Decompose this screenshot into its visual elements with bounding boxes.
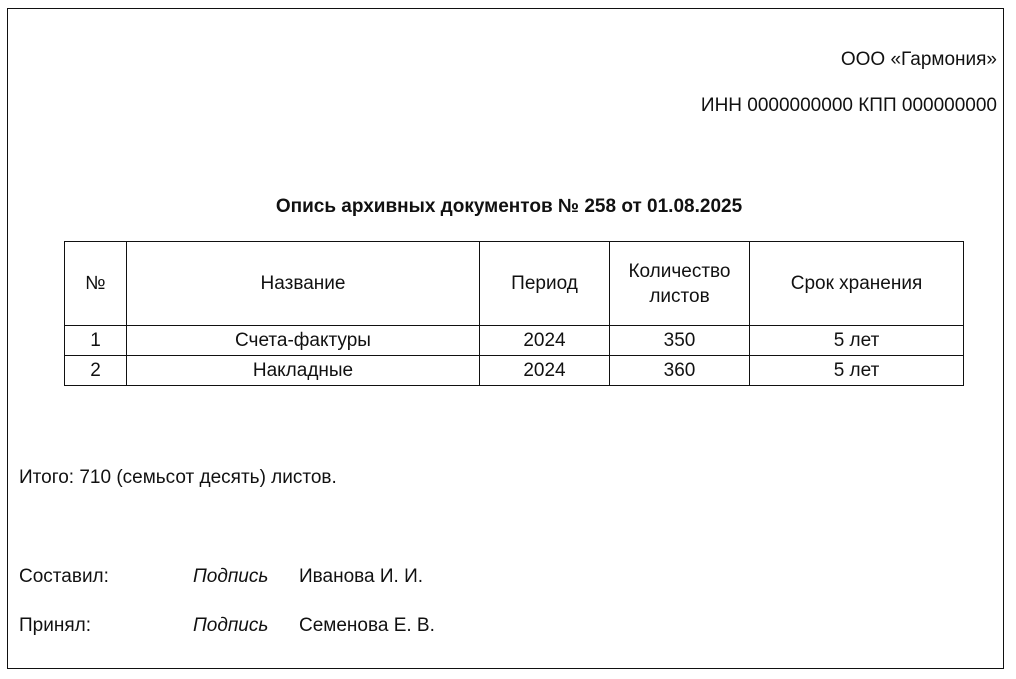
cell-sheet-count: 350	[610, 326, 750, 356]
document-page	[7, 8, 1004, 669]
column-header-name: Название	[127, 242, 480, 326]
table-row	[65, 326, 964, 356]
column-header-number: №	[65, 242, 127, 326]
table-row	[65, 356, 964, 386]
cell-number: 2	[65, 356, 127, 386]
document-title: Опись архивных документов № 258 от 01.08.2025	[275, 196, 743, 217]
cell-sheet-count: 360	[610, 356, 750, 386]
cell-name: Накладные	[127, 356, 480, 386]
cell-period: 2024	[480, 326, 610, 356]
organization-tax-ids: ИНН 0000000000 КПП 000000000	[700, 95, 997, 116]
signature-role: Принял:	[19, 615, 91, 636]
cell-retention: 5 лет	[750, 356, 964, 386]
signature-placeholder: Подпись	[193, 615, 269, 636]
column-header-period: Период	[480, 242, 610, 326]
cell-name: Счета-фактуры	[127, 326, 480, 356]
signatory-name: Иванова И. И.	[299, 566, 424, 587]
table-header-row	[65, 242, 964, 326]
signature-role: Составил:	[19, 566, 109, 587]
signatory-name: Семенова Е. В.	[299, 615, 435, 636]
cell-number: 1	[65, 326, 127, 356]
total-sheets: Итого: 710 (семьсот десять) листов.	[19, 467, 337, 488]
organization-name: ООО «Гармония»	[840, 49, 997, 70]
signature-placeholder: Подпись	[193, 566, 269, 587]
inventory-table	[64, 241, 964, 386]
cell-retention: 5 лет	[750, 326, 964, 356]
column-header-sheet-count: Количество листов	[610, 242, 750, 326]
cell-period: 2024	[480, 356, 610, 386]
column-header-retention: Срок хранения	[750, 242, 964, 326]
